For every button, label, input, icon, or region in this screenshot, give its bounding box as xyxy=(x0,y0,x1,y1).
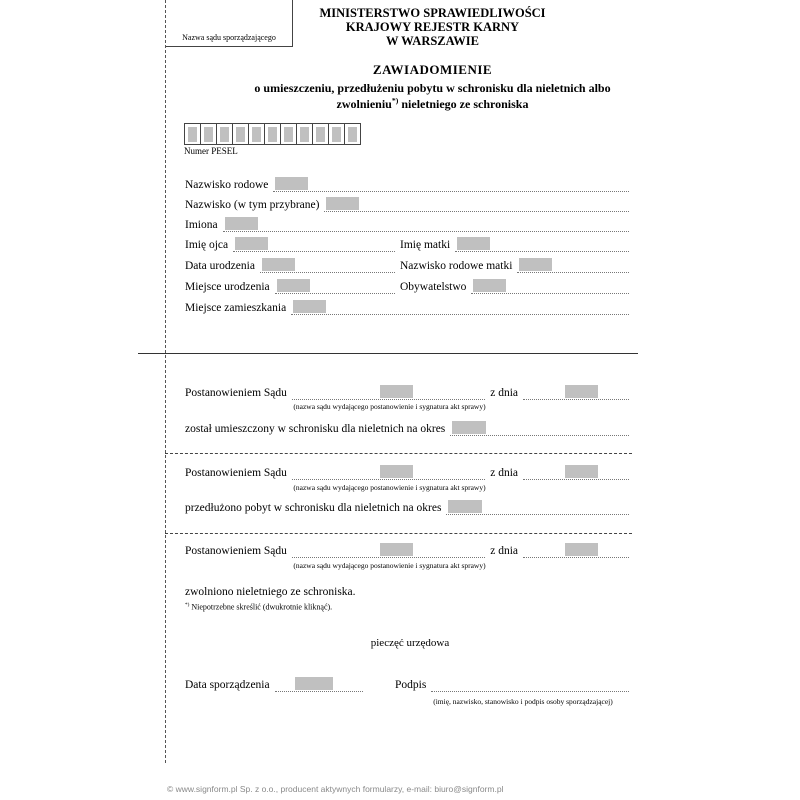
extension-row xyxy=(185,500,629,515)
subtitle-pre: zwolnieniu xyxy=(336,97,392,111)
label-miejsce-zamieszkania: Miejsce zamieszkania xyxy=(185,302,287,314)
decision-date-line xyxy=(523,383,629,400)
rule-line xyxy=(260,256,395,273)
label-z-dnia: z dnia xyxy=(490,387,518,399)
pesel-cell-fill xyxy=(284,127,293,142)
input-placeholder-court-name-3[interactable] xyxy=(380,543,413,556)
input-placeholder-period-2[interactable] xyxy=(448,500,482,513)
input-placeholder-imie-matki[interactable] xyxy=(457,237,490,250)
field-row-imie-matki xyxy=(400,236,629,252)
input-placeholder-nazwisko-rodowe-matki[interactable] xyxy=(519,258,552,271)
decision-date-line xyxy=(523,463,629,480)
rule-line xyxy=(273,175,629,192)
rule-line xyxy=(233,235,395,252)
placement-row xyxy=(185,421,629,436)
field-row-nazwisko-rodowe xyxy=(185,176,629,192)
field-row-nazwisko-przybrane xyxy=(185,196,629,212)
release-row xyxy=(185,583,629,599)
period-line xyxy=(450,420,629,436)
ministry-line2: KRAJOWY REJESTR KARNY xyxy=(345,20,520,34)
label-nazwisko-rodowe-matki: Nazwisko rodowe matki xyxy=(400,260,513,272)
pesel-cell[interactable] xyxy=(329,124,345,144)
input-placeholder-miejsce-zamieszkania[interactable] xyxy=(293,300,326,313)
label-imie-matki: Imię matki xyxy=(400,239,451,251)
label-postanowieniem-sadu: Postanowieniem Sądu xyxy=(185,387,287,399)
pesel-cell-fill xyxy=(332,127,341,142)
input-placeholder-court-name-2[interactable] xyxy=(380,465,413,478)
field-row-miejsce-urodzenia xyxy=(185,278,395,294)
input-placeholder-period-1[interactable] xyxy=(452,421,486,434)
pesel-cell[interactable] xyxy=(217,124,233,144)
label-date-prepared: Data sporządzenia xyxy=(185,679,270,691)
official-seal-label: pieczęć urzędowa xyxy=(370,637,450,649)
signature-caption: (imię, nazwisko, stanowisko i podpis osoby sporządzającej) xyxy=(433,697,613,706)
pesel-cell-fill xyxy=(348,127,357,142)
date-line xyxy=(275,675,363,692)
rule-line xyxy=(517,256,629,273)
section-divider-solid xyxy=(138,353,638,354)
ministry-line1: MINISTERSTWO SPRAWIEDLIWOŚCI xyxy=(319,6,546,20)
label-postanowieniem-sadu: Postanowieniem Sądu xyxy=(185,467,287,479)
court-name-caption-1: (nazwa sądu wydającego postanowienie i sygnatura akt sprawy) xyxy=(293,402,486,411)
pesel-cell[interactable] xyxy=(265,124,281,144)
court-decision-row-2 xyxy=(185,464,629,480)
ministry-line3: W WARSZAWIE xyxy=(386,34,479,48)
label-z-dnia: z dnia xyxy=(490,545,518,557)
label-imiona: Imiona xyxy=(185,219,218,231)
pesel-cell[interactable] xyxy=(201,124,217,144)
input-placeholder-imie-ojca[interactable] xyxy=(235,237,268,250)
field-row-obywatelstwo xyxy=(400,278,629,294)
label-z-dnia: z dnia xyxy=(490,467,518,479)
pesel-cell-fill xyxy=(300,127,309,142)
pesel-cell-fill xyxy=(236,127,245,142)
label-obywatelstwo: Obywatelstwo xyxy=(400,281,467,293)
court-name-caption-3: (nazwa sądu wydającego postanowienie i sygnatura akt sprawy) xyxy=(293,561,486,570)
form-subtitle-line2 xyxy=(165,96,700,112)
field-row-miejsce-zamieszkania xyxy=(185,299,629,315)
field-row-imiona xyxy=(185,216,629,232)
signature-row xyxy=(395,676,629,692)
pesel-cell[interactable] xyxy=(297,124,313,144)
court-decision-row-3 xyxy=(185,542,629,558)
section-separator-dashed-2 xyxy=(165,533,632,534)
input-placeholder-nazwisko-przybrane[interactable] xyxy=(326,197,359,210)
court-name-line xyxy=(292,463,485,480)
pesel-cell-fill xyxy=(220,127,229,142)
label-placement: został umieszczony w schronisku dla nieletnich na okres xyxy=(185,423,446,435)
input-placeholder-obywatelstwo[interactable] xyxy=(473,279,506,292)
subtitle-post: nieletniego ze schroniska xyxy=(398,97,529,111)
input-placeholder-imiona[interactable] xyxy=(225,217,258,230)
rule-line xyxy=(291,298,629,315)
form-subtitle-line1: o umieszczeniu, przedłużeniu pobytu w schronisku dla nieletnich albo xyxy=(254,81,611,95)
field-row-imie-ojca xyxy=(185,236,395,252)
court-name-line xyxy=(292,383,485,400)
rule-line xyxy=(275,277,395,294)
rule-line xyxy=(223,215,629,232)
pesel-cell[interactable] xyxy=(233,124,249,144)
label-postanowieniem-sadu: Postanowieniem Sądu xyxy=(185,545,287,557)
input-placeholder-date-3[interactable] xyxy=(565,543,598,556)
input-placeholder-date-prepared[interactable] xyxy=(295,677,333,690)
date-prepared-row xyxy=(185,676,363,692)
court-decision-row-1 xyxy=(185,384,629,400)
footnote-text: Niepotrzebne skreślić (dwukrotnie kliknąć). xyxy=(189,602,333,612)
pesel-label: Numer PESEL xyxy=(184,146,238,156)
pesel-cell-fill xyxy=(188,127,197,142)
label-nazwisko-przybrane: Nazwisko (w tym przybrane) xyxy=(185,199,320,211)
pesel-cell[interactable] xyxy=(345,124,360,144)
subtitle-footnote-marker: *) xyxy=(391,96,399,105)
pesel-cell-fill xyxy=(252,127,261,142)
copyright-footer: © www.signform.pl Sp. z o.o., producent aktywnych formularzy, e-mail: biuro@signform.pl xyxy=(167,784,504,794)
input-placeholder-miejsce-urodzenia[interactable] xyxy=(277,279,310,292)
court-name-caption-2: (nazwa sądu wydającego postanowienie i sygnatura akt sprawy) xyxy=(293,483,486,492)
pesel-cell[interactable] xyxy=(185,124,201,144)
label-signature: Podpis xyxy=(395,679,427,691)
issuing-court-box-label: Nazwa sądu sporządzającego xyxy=(182,33,276,42)
input-placeholder-court-name-1[interactable] xyxy=(380,385,413,398)
pesel-cell-fill xyxy=(204,127,213,142)
field-row-data-urodzenia xyxy=(185,257,395,273)
label-extension: przedłużono pobyt w schronisku dla nieletnich na okres xyxy=(185,502,442,514)
label-imie-ojca: Imię ojca xyxy=(185,239,229,251)
footnote-marker: *) xyxy=(185,602,190,608)
label-release: zwolniono nieletniego ze schroniska. xyxy=(185,586,356,598)
pesel-cell[interactable] xyxy=(249,124,265,144)
pesel-cell[interactable] xyxy=(281,124,297,144)
pesel-cell-fill xyxy=(316,127,325,142)
field-row-nazwisko-rodowe-matki xyxy=(400,257,629,273)
input-placeholder-nazwisko-rodowe[interactable] xyxy=(275,177,308,190)
pesel-cell[interactable] xyxy=(313,124,329,144)
rule-line xyxy=(455,235,629,252)
period-line xyxy=(446,499,629,515)
signature-line[interactable] xyxy=(431,675,629,692)
court-name-line xyxy=(292,541,485,558)
rule-line xyxy=(324,195,629,212)
decision-date-line xyxy=(523,541,629,558)
label-data-urodzenia: Data urodzenia xyxy=(185,260,255,272)
section-separator-dashed-1 xyxy=(165,453,632,454)
rule-line xyxy=(471,277,629,294)
input-placeholder-date-1[interactable] xyxy=(565,385,598,398)
input-placeholder-data-urodzenia[interactable] xyxy=(262,258,295,271)
pesel-boxes xyxy=(184,123,361,145)
form-title: ZAWIADOMIENIE xyxy=(372,62,493,77)
footnote xyxy=(185,602,332,612)
label-miejsce-urodzenia: Miejsce urodzenia xyxy=(185,281,270,293)
label-nazwisko-rodowe: Nazwisko rodowe xyxy=(185,179,269,191)
pesel-cell-fill xyxy=(268,127,277,142)
input-placeholder-date-2[interactable] xyxy=(565,465,598,478)
